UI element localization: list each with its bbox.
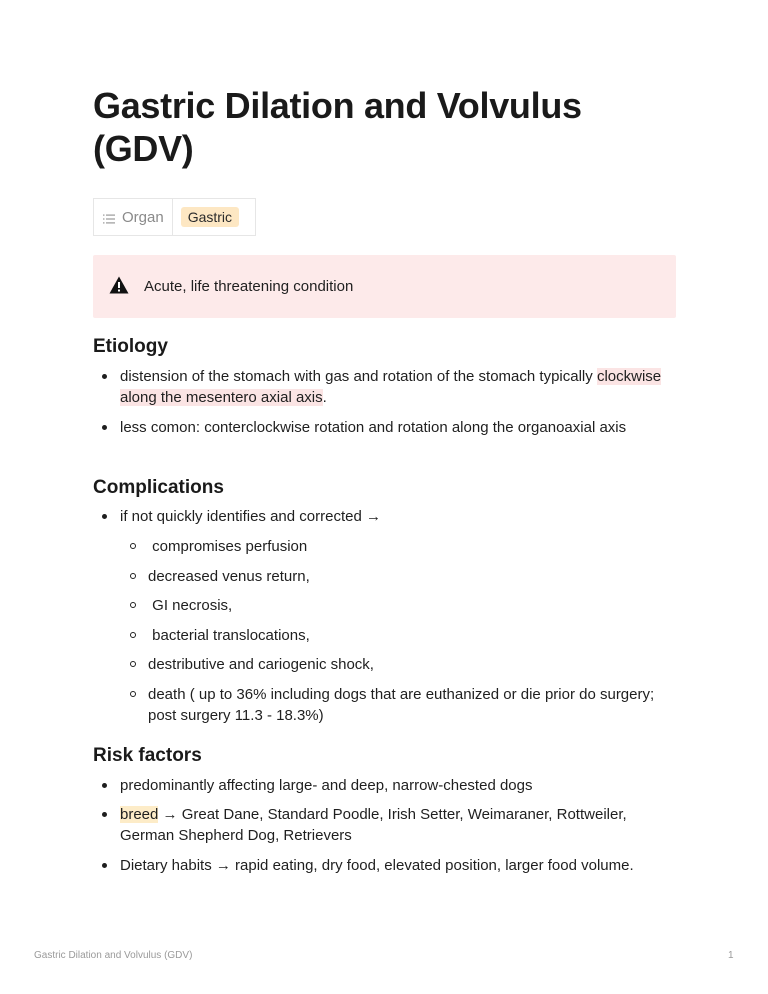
sub-item-text: destributive and cariogenic shock,: [148, 656, 374, 673]
list-item: [120, 366, 670, 408]
circle-bullet: [130, 573, 136, 579]
item-text: if not quickly identifies and corrected →: [120, 508, 381, 525]
sub-item-text: bacterial translocations,: [148, 627, 310, 644]
item-text-rest: → Great Dane, Standard Poodle, Irish Setter, Weimaraner, Rottweiler, German Shepherd Dog, Retrievers: [120, 806, 627, 844]
item-text: [120, 368, 661, 406]
bullet: [102, 425, 107, 430]
item-text: predominantly affecting large- and deep, narrow-chested dogs: [120, 777, 533, 794]
highlighted-text: breed: [120, 806, 159, 823]
property-key-label: Organ: [122, 208, 164, 226]
bullet: [102, 812, 107, 817]
highlighted-text: clockwise along the mesentero axial axis: [120, 368, 662, 406]
property-key: [94, 199, 173, 235]
footer-page-number: 1: [728, 950, 734, 961]
item-text-suffix: .: [322, 389, 327, 406]
sub-list-item: [148, 536, 668, 557]
sub-list-item: [148, 595, 668, 616]
property-value: [173, 199, 255, 235]
circle-bullet: [130, 691, 136, 697]
callout-text: Acute, life threatening condition: [144, 278, 354, 295]
circle-bullet: [130, 543, 136, 549]
sub-item-text: compromises perfusion: [148, 538, 308, 555]
bullet: [102, 863, 107, 868]
circle-bullet: [130, 632, 136, 638]
bullet: [102, 783, 107, 788]
heading-complications: Complications: [93, 477, 224, 498]
page-title: Gastric Dilation and Volvulus (GDV): [93, 85, 582, 169]
sub-list-item: [148, 625, 668, 646]
footer-doc-title: Gastric Dilation and Volvulus (GDV): [34, 950, 193, 961]
item-text: less comon: conterclockwise rotation and rotation along the organoaxial axis: [120, 419, 627, 436]
list-icon: [103, 214, 115, 224]
bullet: [102, 514, 107, 519]
item-text: [120, 806, 627, 844]
sub-list-item: [148, 684, 668, 726]
property-row: [93, 198, 256, 236]
sub-item-text: death ( up to 36% including dogs that are euthanized or die prior do surgery; post surgery 11.3 - 18.3%): [148, 686, 655, 724]
heading-etiology: Etiology: [93, 336, 168, 357]
warning-icon: [109, 276, 129, 294]
heading-risk-factors: Risk factors: [93, 745, 202, 766]
sub-item-text: GI necrosis,: [148, 597, 233, 614]
list-item: [120, 775, 670, 796]
organ-tag[interactable]: Gastric: [181, 207, 239, 227]
sub-item-text: decreased venus return,: [148, 568, 310, 585]
circle-bullet: [130, 602, 136, 608]
item-text-prefix: distension of the stomach with gas and rotation of the stomach typically: [120, 368, 597, 385]
list-item: [120, 855, 670, 876]
item-text: Dietary habits → rapid eating, dry food, elevated position, larger food volume.: [120, 857, 634, 874]
list-item: [120, 804, 670, 846]
sub-list-item: [148, 566, 668, 587]
list-item: [120, 506, 670, 527]
warning-callout: [93, 255, 676, 318]
circle-bullet: [130, 661, 136, 667]
sub-list-item: [148, 654, 668, 675]
list-item: [120, 417, 670, 438]
bullet: [102, 374, 107, 379]
